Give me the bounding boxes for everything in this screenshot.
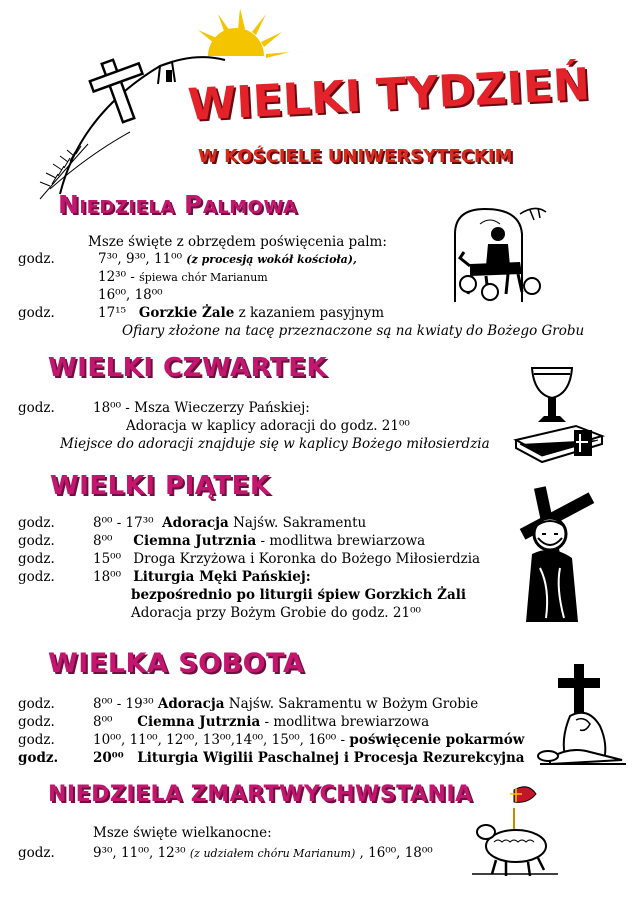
jesus-entry-illustration <box>450 204 550 304</box>
godz-label: godz. <box>18 551 55 567</box>
friday-bold: Ciemna Jutrznia <box>133 533 257 549</box>
page-subtitle: W KOŚCIELE UNIWERSYTECKIM <box>198 146 513 167</box>
friday-row-2 <box>93 533 425 549</box>
chalice-book-illustration <box>510 360 606 466</box>
godz-label: godz. <box>18 714 55 730</box>
saturday-rest: Najśw. Sakramentu w Bożym Grobie <box>228 696 479 712</box>
section-heading-palm-sunday: Niedziela Palmowa <box>58 190 298 219</box>
friday-time: 8⁰⁰ <box>93 533 113 549</box>
godz-label: godz. <box>18 251 55 267</box>
godz-label: godz. <box>18 305 55 321</box>
saturday-rest: - modlitwa brewiarzowa <box>264 714 430 730</box>
section-heading-easter-sunday: NIEDZIELA ZMARTWYCHWSTANIA <box>48 782 473 807</box>
palm-note: Ofiary złożone na tacę przeznaczone są na kwiaty do Bożego Grobu <box>122 323 585 339</box>
saturday-row-1 <box>93 696 478 712</box>
page-title: WIELKI TYDZIEŃ <box>186 58 592 131</box>
friday-time: 8⁰⁰ - 17³⁰ <box>93 515 154 531</box>
friday-rest: - modlitwa brewiarzowa <box>260 533 426 549</box>
palm-row4-rest: z kazaniem pasyjnym <box>238 305 385 321</box>
sun-icon <box>198 8 290 58</box>
palm-row2 <box>98 269 268 286</box>
easter-lamb-illustration <box>470 780 560 880</box>
friday-bold: Liturgia Męki Pańskiej: <box>133 569 311 585</box>
godz-label: godz. <box>18 732 55 748</box>
thursday-time: 18⁰⁰ - <box>93 400 130 416</box>
easter-row <box>93 845 433 862</box>
godz-label: godz. <box>18 515 55 531</box>
section-heading-good-friday: WIELKI PIĄTEK <box>50 471 271 501</box>
saturday-bold: Adoracja <box>157 696 225 712</box>
friday-row-4 <box>93 569 311 585</box>
saturday-row-2 <box>93 714 429 730</box>
palm-row1 <box>98 251 357 268</box>
palm-row3: 16⁰⁰, 18⁰⁰ <box>98 287 163 303</box>
friday-time: 15⁰⁰ <box>93 551 122 567</box>
easter-times1: 9³⁰, 11⁰⁰, 12³⁰ <box>93 845 186 861</box>
friday-row-1 <box>93 515 366 531</box>
friday-time: 18⁰⁰ <box>93 569 122 585</box>
palm-row1-note: (z procesją wokół kościoła), <box>186 253 357 266</box>
saturday-bold: Ciemna Jutrznia <box>137 714 261 730</box>
godz-label: godz. <box>18 750 59 766</box>
godz-label: godz. <box>18 569 55 585</box>
palm-row1-times: 7³⁰, 9³⁰, 11⁰⁰ <box>98 251 182 267</box>
friday-rest: Najśw. Sakramentu <box>233 515 367 531</box>
section-heading-holy-saturday: WIELKA SOBOTA <box>48 648 305 679</box>
friday-row-3 <box>93 551 480 567</box>
friday-rest: Droga Krzyżowa i Koronka do Bożego Miłosierdzia <box>133 551 481 567</box>
easter-note: (z udziałem chóru Marianum) <box>189 847 356 860</box>
cross-icon <box>90 60 143 122</box>
friday-bold: Adoracja <box>162 515 229 531</box>
saturday-row-3 <box>93 732 524 748</box>
thursday-text: Msza Wieczerzy Pańskiej: <box>134 400 310 416</box>
easter-intro: Msze święte wielkanocne: <box>93 825 272 841</box>
palm-row4-bold: Gorzkie Żale <box>138 305 235 321</box>
palm-row2-note: śpiewa chór Marianum <box>139 271 268 284</box>
godz-label: godz. <box>18 696 55 712</box>
palm-intro: Msze święte z obrzędem poświęcenia palm: <box>88 234 387 250</box>
thursday-adoration: Adoracja w kaplicy adoracji do godz. 21⁰⁰ <box>126 418 410 434</box>
godz-label: godz. <box>18 400 55 416</box>
godz-label: godz. <box>18 845 55 861</box>
thursday-note: Miejsce do adoracji znajduje się w kaplicy Bożego miłosierdzia <box>60 436 490 452</box>
saturday-bold: poświęcenie pokarmów <box>349 732 525 748</box>
cross-mourner-illustration <box>530 660 630 770</box>
friday-sub2: Adoracja przy Bożym Grobie do godz. 21⁰⁰ <box>131 605 421 621</box>
saturday-time: 20⁰⁰ <box>93 750 124 766</box>
friday-sub1: bezpośrednio po liturgii śpiew Gorzkich Żali <box>131 587 466 603</box>
palm-row4-time: 17¹⁵ <box>98 305 127 321</box>
jesus-carrying-cross-illustration <box>512 484 600 624</box>
palm-row2-time: 12³⁰ - <box>98 269 135 285</box>
saturday-bold: Liturgia Wigilii Paschalnej i Procesja Rezurekcyjna <box>137 750 525 766</box>
palm-row4 <box>98 305 384 321</box>
easter-times2: , 16⁰⁰, 18⁰⁰ <box>359 845 433 861</box>
saturday-row-4 <box>93 750 525 766</box>
godz-label: godz. <box>18 533 55 549</box>
thursday-row <box>93 400 310 416</box>
saturday-time: 8⁰⁰ - 19³⁰ <box>93 696 154 712</box>
section-heading-maundy-thursday: WIELKI CZWARTEK <box>48 353 328 383</box>
saturday-time: 10⁰⁰, 11⁰⁰, 12⁰⁰, 13⁰⁰,14⁰⁰, 15⁰⁰, 16⁰⁰ - <box>93 732 346 748</box>
saturday-time: 8⁰⁰ <box>93 714 113 730</box>
